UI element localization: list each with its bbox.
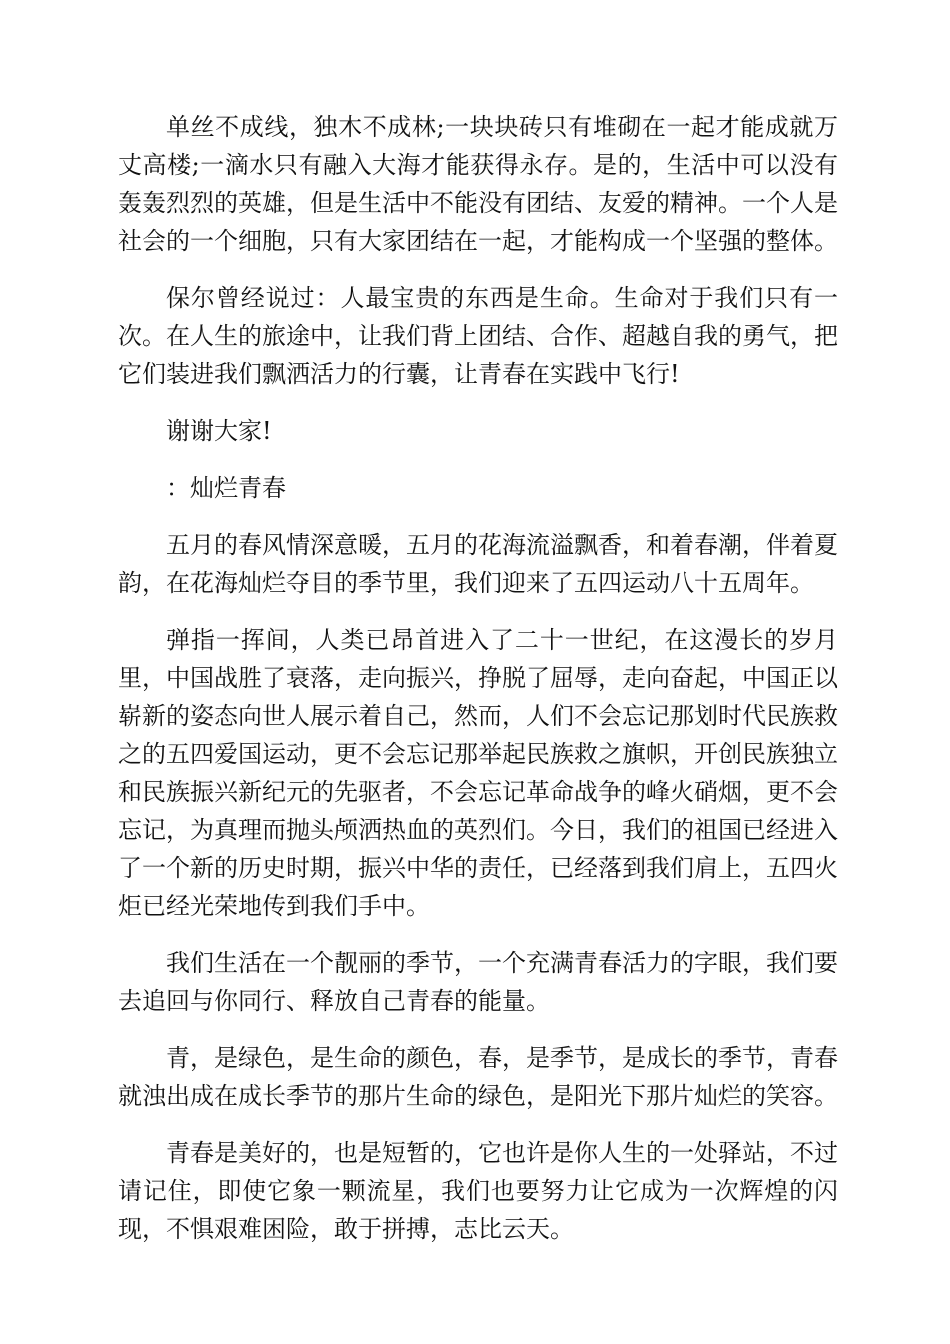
paragraph-history: 弹指一挥间，人类已昂首进入了二十一世纪，在这漫长的岁月里，中国战胜了衰落，走向振兴，挣脱了屈辱，走向奋起，中国正以崭新的姿态向世人展示着自己，然而，人们不会忘记那划时代民族救之的五四爱国运动，更不会忘记那举起民族救之旗帜，开创民族独立和民族振兴新纪元的先驱者，不会忘记革命战争的峰火硝烟，更不会忘记，为真理而抛头颅洒热血的英烈们。今日，我们的祖国已经进入了一个新的历史时期，振兴中华的责任，已经落到我们肩上，五四火炬已经光荣地传到我们手中。 (118, 626, 838, 920)
paragraph-green: 青，是绿色，是生命的颜色，春，是季节，是成长的季节，青春就浊出成在成长季节的那片生命的绿色，是阳光下那片灿烂的笑容。 (118, 1044, 838, 1110)
paragraph-thanks: 谢谢大家! (166, 417, 272, 445)
paragraph-unity: 单丝不成线，独木不成林;一块块砖只有堆砌在一起才能成就万丈高楼;一滴水只有融入大海才能获得永存。是的，生活中可以没有轰轰烈烈的英雄，但是生活中不能没有团结、友爱的精神。一个人是社会的一个细胞，只有大家团结在一起，才能构成一个坚强的整体。 (118, 113, 838, 255)
paragraph-paul-quote: 保尔曾经说过：人最宝贵的东西是生命。生命对于我们只有一次。在人生的旅途中，让我们背上团结、合作、超越自我的勇气，把它们装进我们飘洒活力的行囊，让青春在实践中飞行! (118, 284, 838, 388)
document-body (118, 108, 838, 1267)
paragraph-season: 我们生活在一个靓丽的季节，一个充满青春活力的字眼，我们要去追回与你同行、释放自己青春的能量。 (118, 949, 838, 1015)
paragraph-youth-meteor: 青春是美好的，也是短暂的，它也许是你人生的一处驿站，不过请记住，即使它象一颗流星，我们也要努力让它成为一次辉煌的闪现，不惧艰难困险，敢于拼搏，志比云天。 (118, 1139, 838, 1243)
section-heading-brilliant-youth: ：灿烂青春 (166, 474, 286, 502)
paragraph-may-spring: 五月的春风情深意暖，五月的花海流溢飘香，和着春潮，伴着夏韵，在花海灿烂夺目的季节里，我们迎来了五四运动八十五周年。 (118, 531, 838, 597)
